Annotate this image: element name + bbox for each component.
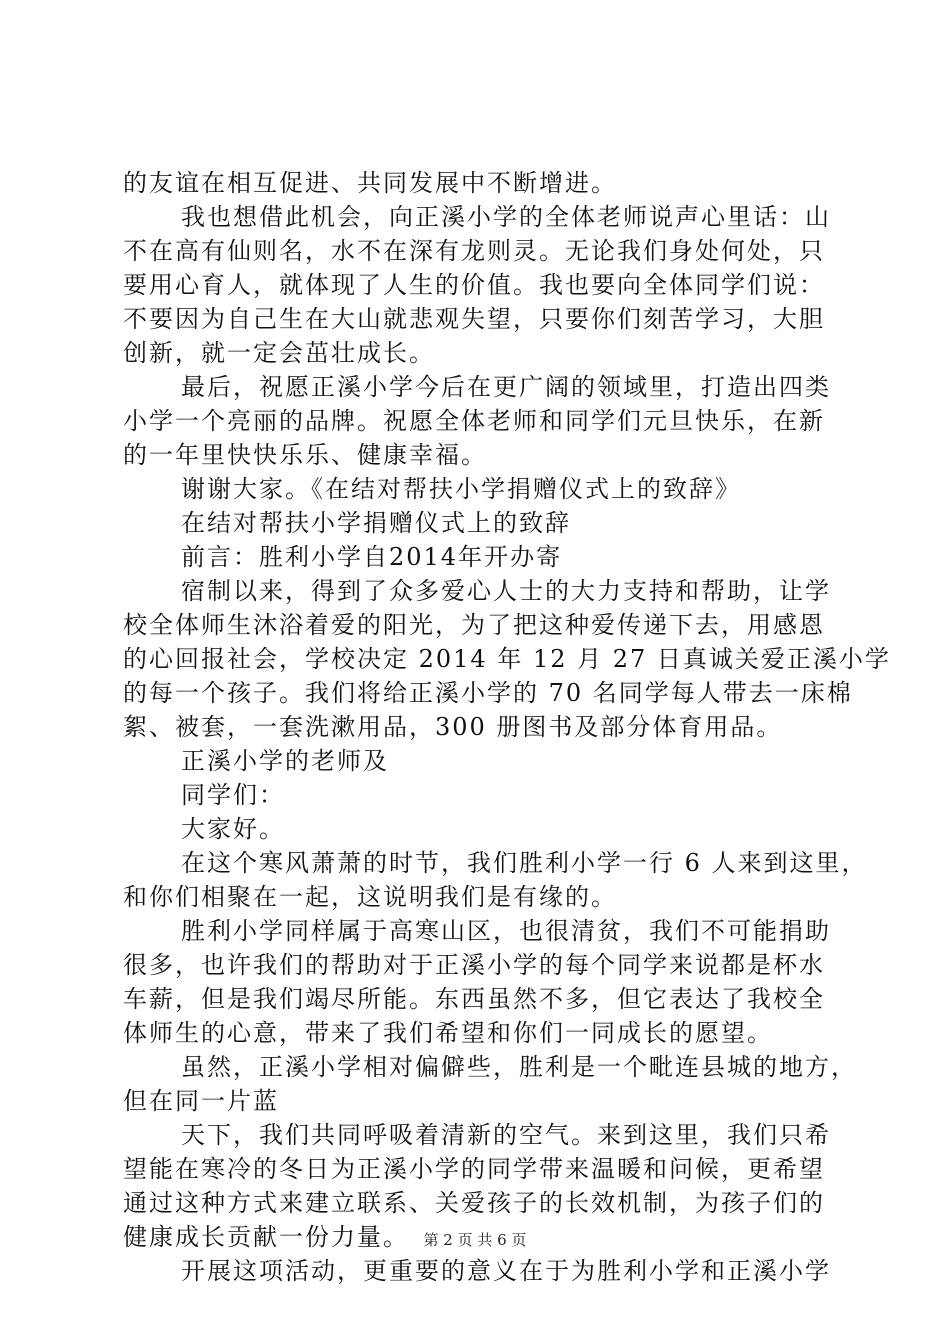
text-line: 的心回报社会，学校决定 2014 年 12 月 27 日真诚关爱正溪小学 <box>123 645 891 673</box>
text-line: 天下，我们共同呼吸着清新的空气。来到这里，我们只希 <box>181 1121 831 1149</box>
text-line: 谢谢大家。《在结对帮扶小学捐赠仪式上的致辞》 <box>181 475 741 503</box>
text-line: 要用心育人，就体现了人生的价值。我也要向全体同学们说： <box>123 271 825 299</box>
text-line: 不在高有仙则名，水不在深有龙则灵。无论我们身处何处，只 <box>123 237 825 265</box>
text-line: 絮、被套，一套洗漱用品，300 册图书及部分体育用品。 <box>123 713 783 741</box>
page-footer <box>0 1230 950 1250</box>
text-line: 健康成长贡献一份力量。 <box>123 1223 409 1251</box>
text-line: 体师生的心意，带来了我们希望和你们一同成长的愿望。 <box>123 1019 773 1047</box>
text-line: 大家好。 <box>181 815 285 843</box>
text-line: 在结对帮扶小学捐赠仪式上的致辞 <box>181 509 571 537</box>
text-line: 校全体师生沐浴着爱的阳光，为了把这种爱传递下去，用感恩 <box>123 611 825 639</box>
text-line: 正溪小学的老师及 <box>181 747 389 775</box>
text-line: 开展这项活动，更重要的意义在于为胜利小学和正溪小学 <box>181 1257 831 1285</box>
text-line: 同学们： <box>181 781 285 809</box>
text-line: 的一年里快快乐乐、健康幸福。 <box>123 441 487 469</box>
text-line: 车薪，但是我们竭尽所能。东西虽然不多，但它表达了我校全 <box>123 985 825 1013</box>
text-line: 前言：胜利小学自2014年开办寄 <box>181 543 563 571</box>
text-line: 小学一个亮丽的品牌。祝愿全体老师和同学们元旦快乐，在新 <box>123 407 825 435</box>
text-line: 通过这种方式来建立联系、关爱孩子的长效机制，为孩子们的 <box>123 1189 825 1217</box>
text-line: 虽然，正溪小学相对偏僻些，胜利是一个毗连县城的地方， <box>181 1053 857 1081</box>
document-body <box>123 166 891 1288</box>
text-line: 最后，祝愿正溪小学今后在更广阔的领域里，打造出四类 <box>181 373 831 401</box>
text-line: 胜利小学同样属于高寒山区，也很清贫，我们不可能捐助 <box>181 917 831 945</box>
text-line: 创新，就一定会茁壮成长。 <box>123 339 435 367</box>
text-line: 的每一个孩子。我们将给正溪小学的 70 名同学每人带去一床棉 <box>123 679 853 707</box>
page-number-label: 第 2 页 共 6 页 <box>423 1231 527 1249</box>
text-line: 的友谊在相互促进、共同发展中不断增进。 <box>123 169 617 197</box>
text-line: 在这个寒风萧萧的时节，我们胜利小学一行 6 人来到这里， <box>181 849 868 877</box>
text-line: 望能在寒冷的冬日为正溪小学的同学带来温暖和问候，更希望 <box>123 1155 825 1183</box>
text-line: 但在同一片蓝 <box>123 1087 279 1115</box>
text-line: 不要因为自己生在大山就悲观失望，只要你们刻苦学习，大胆 <box>123 305 825 333</box>
text-line: 宿制以来，得到了众多爱心人士的大力支持和帮助，让学 <box>181 577 831 605</box>
text-line: 很多，也许我们的帮助对于正溪小学的每个同学来说都是杯水 <box>123 951 825 979</box>
text-line: 我也想借此机会，向正溪小学的全体老师说声心里话：山 <box>181 203 831 231</box>
text-line: 和你们相聚在一起，这说明我们是有缘的。 <box>123 883 617 911</box>
